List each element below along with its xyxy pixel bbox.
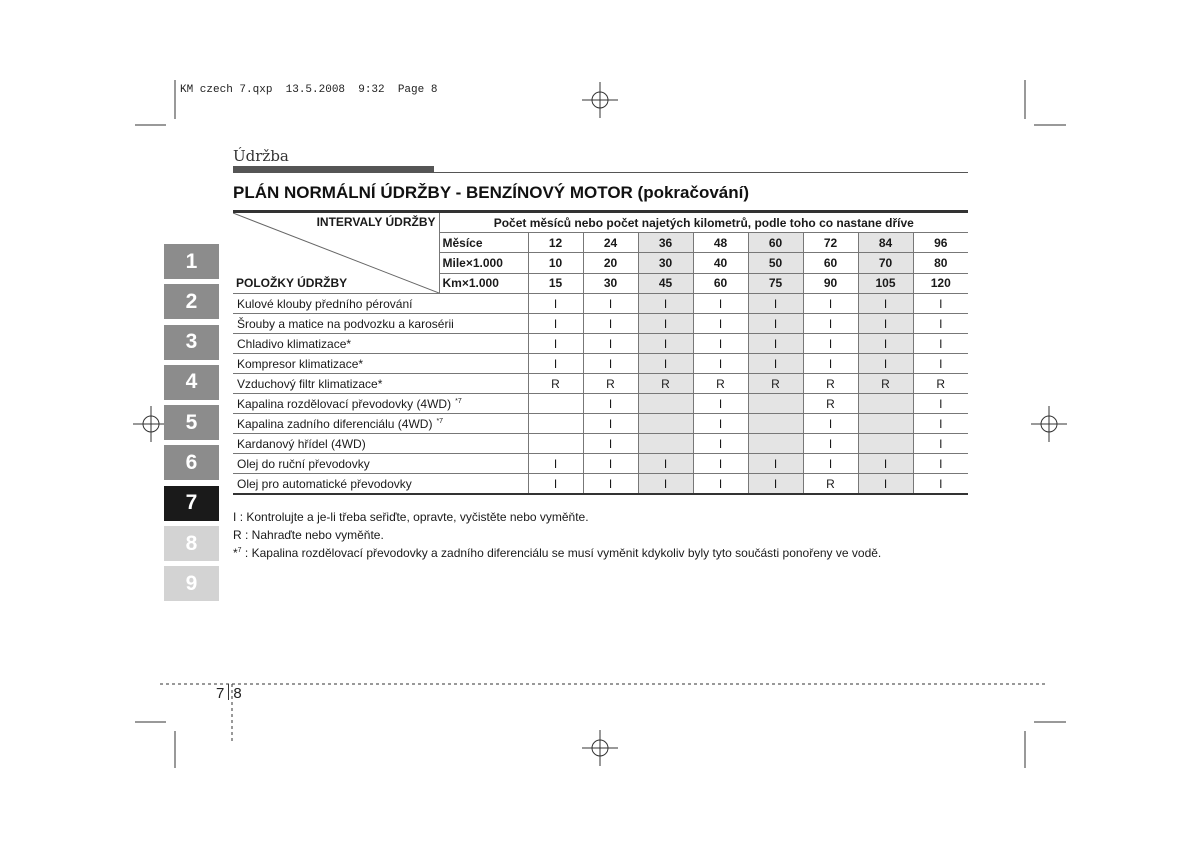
item-name-cell: [233, 474, 528, 495]
table-cell: [528, 434, 583, 454]
table-cell: I: [583, 414, 638, 434]
corner-intervals-label: INTERVALY ÚDRŽBY: [316, 215, 436, 229]
table-cell: I: [528, 454, 583, 474]
item-name-cell: [233, 354, 528, 374]
table-cell: I: [583, 354, 638, 374]
item-name-cell: [233, 434, 528, 454]
print-slug: KM czech 7.qxp 13.5.2008 9:32 Page 8: [180, 84, 438, 96]
table-cell: I: [583, 454, 638, 474]
legend-text: : Kapalina rozdělovací převodovky a zadního diferenciálu se musí vyměnit kdykoliv byly tyto součásti ponořeny ve vodě.: [244, 546, 882, 560]
interval-value: 30: [583, 273, 638, 293]
table-row: [233, 334, 968, 354]
table-cell: I: [583, 394, 638, 414]
table-cell: R: [803, 374, 858, 394]
table-cell: I: [693, 354, 748, 374]
item-name-cell: [233, 454, 528, 474]
item-footnote: *7: [455, 397, 462, 405]
table-cell: I: [583, 334, 638, 354]
legend-item-note: [233, 546, 881, 560]
table-cell: I: [693, 294, 748, 314]
item-name: Kardanový hřídel (4WD): [237, 436, 366, 451]
table-cell: I: [528, 294, 583, 314]
page-number: [216, 684, 242, 702]
table-cell: I: [803, 354, 858, 374]
table-cell: I: [583, 474, 638, 495]
chapter-tabs: [164, 244, 219, 607]
table-cell: I: [913, 474, 968, 495]
table-cell: R: [858, 374, 913, 394]
span-header-row: [233, 212, 968, 233]
table-cell: R: [803, 394, 858, 414]
chapter-tab-3[interactable]: 3: [164, 325, 219, 360]
table-cell: I: [913, 334, 968, 354]
interval-value: 75: [748, 273, 803, 293]
interval-value: 70: [858, 253, 913, 273]
table-cell: I: [858, 454, 913, 474]
table-cell: I: [913, 394, 968, 414]
table-cell: I: [528, 334, 583, 354]
item-name-cell: [233, 294, 528, 314]
interval-label: Měsíce: [439, 233, 528, 253]
item-name: Šrouby a matice na podvozku a karosérii: [237, 316, 454, 331]
maintenance-table: [233, 210, 968, 495]
table-cell: I: [638, 474, 693, 495]
table-cell: [748, 414, 803, 434]
table-cell: R: [583, 374, 638, 394]
table-row: [233, 414, 968, 434]
table-cell: I: [858, 294, 913, 314]
interval-value: 60: [748, 233, 803, 253]
table-cell: [638, 414, 693, 434]
interval-value: 36: [638, 233, 693, 253]
table-cell: I: [748, 454, 803, 474]
table-cell: I: [748, 334, 803, 354]
interval-value: 30: [638, 253, 693, 273]
table-cell: I: [913, 314, 968, 334]
table-cell: [748, 394, 803, 414]
span-header: Počet měsíců nebo počet najetých kilometrů, podle toho co nastane dříve: [439, 212, 968, 233]
item-name: Olej do ruční převodovky: [237, 456, 370, 471]
table-cell: I: [858, 354, 913, 374]
interval-label: Km×1.000: [439, 273, 528, 293]
interval-value: 105: [858, 273, 913, 293]
table-cell: I: [638, 314, 693, 334]
table-cell: I: [803, 334, 858, 354]
legend-item-i: [233, 510, 589, 524]
interval-value: 84: [858, 233, 913, 253]
table-cell: R: [693, 374, 748, 394]
chapter-tab-5[interactable]: 5: [164, 405, 219, 440]
table-row: [233, 474, 968, 495]
table-row: [233, 314, 968, 334]
item-name-cell: [233, 374, 528, 394]
table-row: [233, 374, 968, 394]
table-cell: I: [748, 314, 803, 334]
legend-key: R: [233, 528, 242, 542]
interval-value: 24: [583, 233, 638, 253]
page-title: PLÁN NORMÁLNÍ ÚDRŽBY - BENZÍNOVÝ MOTOR (pokračování): [233, 183, 750, 202]
table-cell: I: [693, 454, 748, 474]
table-cell: I: [803, 434, 858, 454]
item-name: Olej pro automatické převodovky: [237, 476, 412, 491]
table-cell: I: [528, 354, 583, 374]
item-name: Kapalina rozdělovací převodovky (4WD): [237, 396, 452, 411]
table-cell: I: [803, 414, 858, 434]
table-cell: I: [803, 294, 858, 314]
item-name: Chladivo klimatizace*: [237, 336, 352, 351]
table-cell: I: [693, 334, 748, 354]
table-row: [233, 434, 968, 454]
legend-key: *$^7$: [233, 546, 242, 560]
chapter-tab-4[interactable]: 4: [164, 365, 219, 400]
interval-value: 120: [913, 273, 968, 293]
item-name-cell: [233, 394, 528, 414]
item-name: Kulové klouby předního pérování: [237, 296, 413, 311]
legend-item-r: [233, 528, 384, 542]
table-cell: I: [638, 354, 693, 374]
interval-value: 96: [913, 233, 968, 253]
table-cell: I: [693, 314, 748, 334]
interval-value: 48: [693, 233, 748, 253]
table-cell: I: [748, 294, 803, 314]
interval-value: 90: [803, 273, 858, 293]
table-cell: I: [528, 474, 583, 495]
table-cell: R: [803, 474, 858, 495]
table-cell: I: [913, 434, 968, 454]
table-cell: I: [528, 314, 583, 334]
interval-value: 40: [693, 253, 748, 273]
item-name: Vzduchový filtr klimatizace*: [237, 376, 383, 391]
table-cell: I: [583, 314, 638, 334]
page-chapter: 7: [216, 685, 225, 702]
table-row: [233, 294, 968, 314]
table-cell: I: [583, 434, 638, 454]
interval-value: 15: [528, 273, 583, 293]
table-cell: [528, 414, 583, 434]
table-cell: I: [638, 294, 693, 314]
table-cell: [858, 434, 913, 454]
chapter-tab-6[interactable]: 6: [164, 445, 219, 480]
table-cell: I: [583, 294, 638, 314]
interval-value: 50: [748, 253, 803, 273]
table-cell: [858, 414, 913, 434]
table-cell: [528, 394, 583, 414]
table-cell: R: [913, 374, 968, 394]
interval-value: 10: [528, 253, 583, 273]
table-cell: I: [913, 414, 968, 434]
table-row: [233, 354, 968, 374]
chapter-tab-8[interactable]: 8: [164, 526, 219, 561]
page-index: 8: [233, 685, 242, 702]
table-cell: I: [693, 434, 748, 454]
item-name-cell: [233, 414, 528, 434]
table-cell: I: [638, 334, 693, 354]
chapter-tab-1[interactable]: 1: [164, 244, 219, 279]
interval-value: 20: [583, 253, 638, 273]
corner-items-label: POLOŽKY ÚDRŽBY: [236, 276, 348, 290]
table-cell: I: [638, 454, 693, 474]
table-cell: [858, 394, 913, 414]
table-cell: I: [858, 334, 913, 354]
table-cell: R: [638, 374, 693, 394]
table-cell: I: [913, 294, 968, 314]
interval-value: 80: [913, 253, 968, 273]
interval-value: 12: [528, 233, 583, 253]
interval-label: Mile×1.000: [439, 253, 528, 273]
legend-text: : Kontrolujte a je-li třeba seřiďte, opravte, vyčistěte nebo vyměňte.: [239, 510, 589, 524]
table-cell: I: [748, 354, 803, 374]
table-cell: [748, 434, 803, 454]
interval-value: 45: [638, 273, 693, 293]
table-cell: I: [748, 474, 803, 495]
table-cell: R: [748, 374, 803, 394]
item-name-cell: [233, 334, 528, 354]
table-cell: I: [693, 394, 748, 414]
table-corner: [233, 212, 439, 294]
table-cell: I: [913, 354, 968, 374]
table-row: [233, 454, 968, 474]
section-label: Údržba: [233, 147, 289, 165]
table-cell: [638, 394, 693, 414]
table-cell: I: [693, 474, 748, 495]
chapter-tab-7[interactable]: 7: [164, 486, 219, 521]
section-rule: [233, 172, 968, 173]
table-row: [233, 394, 968, 414]
table-cell: I: [858, 314, 913, 334]
item-name: Kompresor klimatizace*: [237, 356, 364, 371]
interval-value: 60: [693, 273, 748, 293]
table-cell: [638, 434, 693, 454]
item-footnote: *7: [436, 417, 444, 425]
table-cell: I: [803, 314, 858, 334]
table-cell: I: [803, 454, 858, 474]
legend-key: I: [233, 510, 237, 524]
chapter-tab-9[interactable]: 9: [164, 566, 219, 601]
table-cell: I: [693, 414, 748, 434]
table-cell: I: [858, 474, 913, 495]
item-name: Kapalina zadního diferenciálu (4WD): [237, 416, 433, 431]
table-cell: R: [528, 374, 583, 394]
table-cell: I: [913, 454, 968, 474]
chapter-tab-2[interactable]: 2: [164, 284, 219, 319]
interval-value: 72: [803, 233, 858, 253]
legend-text: : Nahraďte nebo vyměňte.: [245, 528, 384, 542]
item-name-cell: [233, 314, 528, 334]
interval-value: 60: [803, 253, 858, 273]
